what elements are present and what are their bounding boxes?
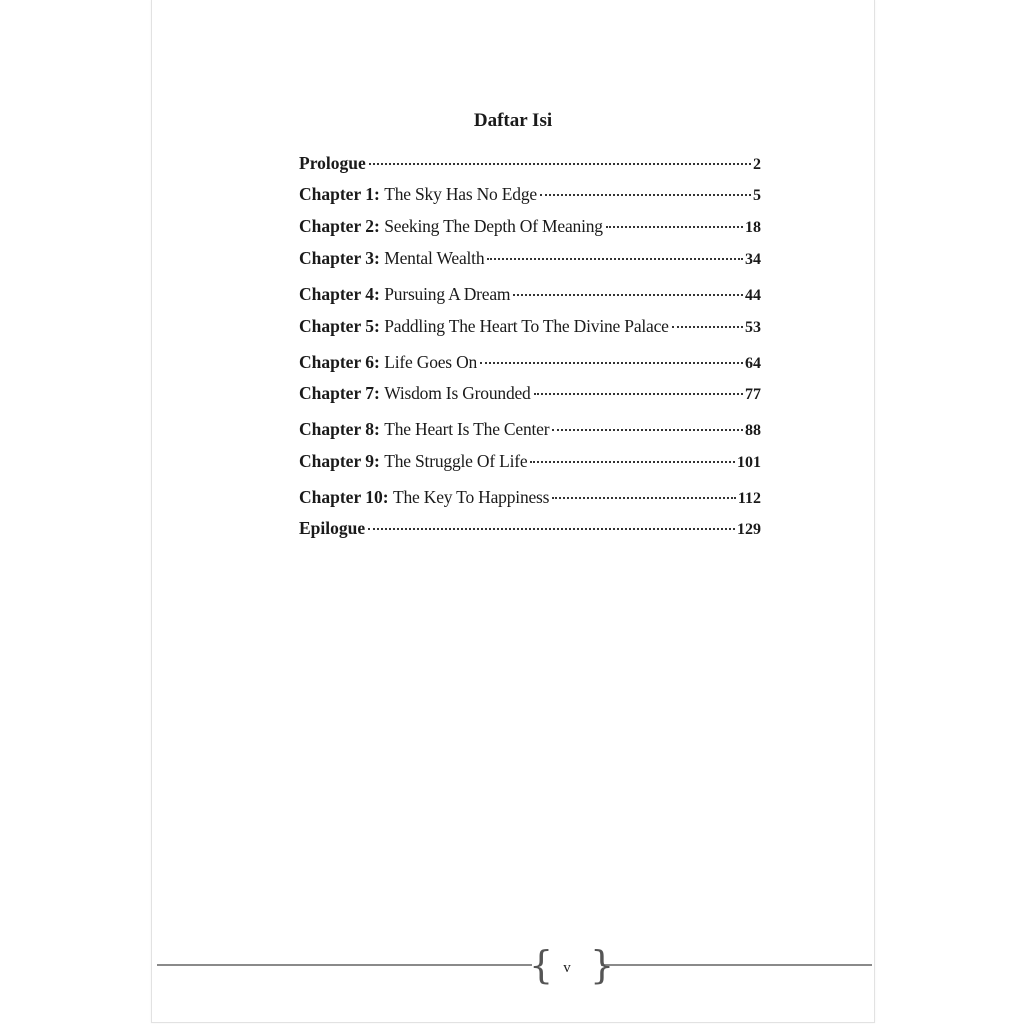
toc-entry-label: Epilogue [299, 518, 366, 538]
toc-entry-chapter-7[interactable] [299, 380, 761, 406]
toc-entry-chapter-6[interactable] [299, 349, 761, 375]
dot-leader [552, 429, 743, 431]
toc-entry-label: Chapter 4: [299, 284, 380, 304]
toc-page-number: 101 [737, 454, 761, 471]
toc-page-number: 77 [745, 386, 761, 403]
toc-entry-title: The Sky Has No Edge [384, 184, 537, 204]
dot-leader [487, 258, 743, 260]
dot-leader [540, 194, 751, 196]
dot-leader [606, 226, 743, 228]
toc-entry-label: Prologue [299, 153, 366, 173]
right-brace-icon: } [590, 943, 615, 987]
toc-entry-label: Chapter 2: [299, 216, 380, 236]
toc-page-number: 5 [753, 187, 761, 204]
toc-page-number: 129 [737, 521, 761, 538]
toc-page-number: 53 [745, 319, 761, 336]
toc-page-number: 88 [745, 422, 761, 439]
toc-entry-chapter-8[interactable] [299, 416, 761, 442]
toc-entry-label: Chapter 7: [299, 383, 380, 403]
toc-entry-chapter-2[interactable] [299, 213, 761, 239]
toc-entry-title: The Key To Happiness [392, 487, 550, 507]
toc-entry-chapter-10[interactable] [299, 484, 761, 510]
dot-leader [672, 326, 743, 328]
toc-entry-title: Wisdom Is Grounded [384, 383, 531, 403]
footer-rule-right [601, 964, 872, 966]
toc-entry-label: Chapter 1: [299, 184, 380, 204]
toc-page-number: 34 [745, 251, 761, 268]
toc-entry-chapter-5[interactable] [299, 313, 761, 339]
toc-entry-chapter-9[interactable] [299, 448, 761, 474]
toc-page-number: 44 [745, 287, 761, 304]
toc-entry-title: Pursuing A Dream [384, 284, 511, 304]
toc-entry-title: Mental Wealth [384, 248, 485, 268]
toc-page-number: 18 [745, 219, 761, 236]
left-brace-icon: { [529, 943, 554, 987]
dot-leader [513, 294, 743, 296]
page-number: v [563, 960, 571, 976]
toc-entry-title: Seeking The Depth Of Meaning [384, 216, 603, 236]
toc-entry-label: Chapter 6: [299, 352, 380, 372]
dot-leader [368, 528, 735, 530]
dot-leader [480, 362, 743, 364]
toc-entry-label: Chapter 5: [299, 316, 380, 336]
toc-page-number: 112 [737, 490, 761, 507]
toc-entry-prologue[interactable] [299, 150, 761, 176]
footer-rule-left [157, 964, 532, 966]
toc-entry-title: The Heart Is The Center [384, 419, 550, 439]
toc-entry-label: Chapter 8: [299, 419, 380, 439]
toc-entry-epilogue[interactable] [299, 515, 761, 541]
toc-entry-chapter-4[interactable] [299, 281, 761, 307]
toc-entry-chapter-3[interactable] [299, 245, 761, 271]
dot-leader [369, 163, 751, 165]
page-title: Daftar Isi [473, 110, 553, 131]
toc-entry-title: Life Goes On [384, 352, 478, 372]
toc-page-number: 64 [745, 355, 761, 372]
dot-leader [530, 461, 735, 463]
toc-entry-label: Chapter 9: [299, 451, 380, 471]
toc-entry-chapter-1[interactable] [299, 181, 761, 207]
toc-entry-title: Paddling The Heart To The Divine Palace [384, 316, 669, 336]
toc-entry-title: The Struggle Of Life [384, 451, 528, 471]
toc-page-number: 2 [753, 156, 761, 173]
dot-leader [552, 497, 736, 499]
toc-entry-label: Chapter 10: [299, 487, 389, 507]
dot-leader [534, 393, 743, 395]
document-page [151, 0, 875, 1023]
toc-entry-label: Chapter 3: [299, 248, 380, 268]
